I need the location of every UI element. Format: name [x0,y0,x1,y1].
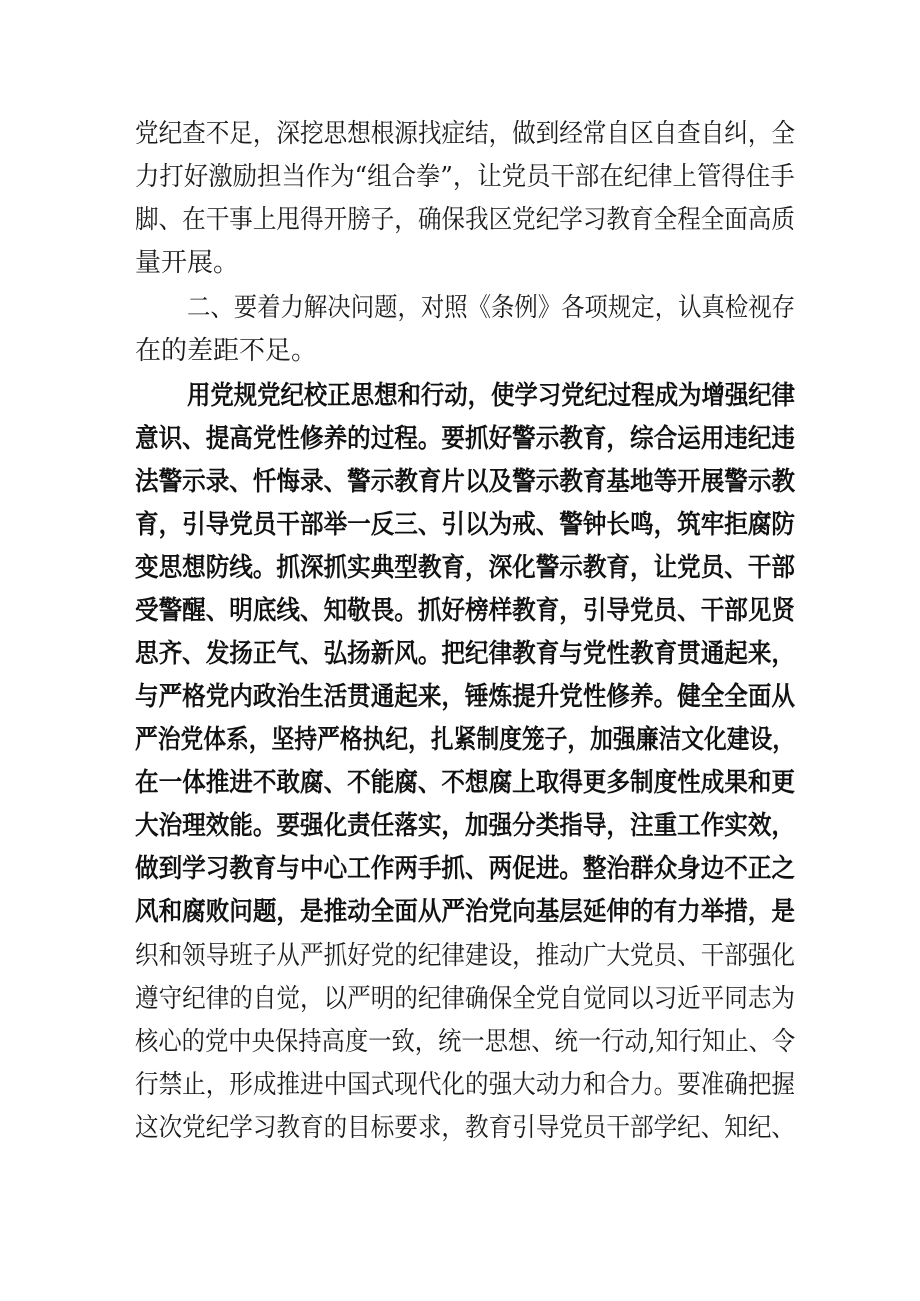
text-line: 在的差距不足。 [135,336,318,366]
text-line: 意识、提高党性修养的过程。要抓好警示教育，综合运用违纪违 [135,424,796,454]
text-line: 与严格党内政治生活贯通起来，锤炼提升党性修养。健全全面从 [135,682,796,712]
text-line: 脚、在干事上甩得开膀子，确保我区党纪学习教育全程全面高质 [135,205,796,235]
text-line: 这次党纪学习教育的目标要求，教育引导党员干部学纪、知纪、 [135,1113,796,1143]
text-line: 用党规党纪校正思想和行动，使学习党纪过程成为增强纪律 [187,381,796,411]
text-line: 量开展。 [135,248,240,278]
text-line: 行禁止，形成推进中国式现代化的强大动力和合力。要准确把握 [135,1070,796,1100]
text-line: 在一体推进不敢腐、不能腐、不想腐上取得更多制度性成果和更 [135,768,796,798]
text-line: 育，引导党员干部举一反三、引以为戒、警钟长鸣，筑牢拒腐防 [135,510,796,540]
text-line: 严治党体系，坚持严格执纪，扎紧制度笼子，加强廉洁文化建设， [135,725,796,755]
text-line: 风和腐败问题，是推动全面从严治党向基层延伸的有力举措，是 [135,897,796,927]
text-line: 变思想防线。抓深抓实典型教育，深化警示教育，让党员、干部 [135,553,796,583]
text-line: 大治理效能。要强化责任落实，加强分类指导，注重工作实效， [135,811,796,841]
text-line: 思齐、发扬正气、弘扬新风。把纪律教育与党性教育贯通起来， [135,639,796,669]
text-line: 党纪查不足，深挖思想根源找症结，做到经常自区自查自纠，全 [135,119,796,149]
text-line: 二、要着力解决问题，对照《条例》各项规定，认真检视存 [187,293,796,323]
text-line: 织和领导班子从严抓好党的纪律建设，推动广大党员、干部强化 [135,941,796,971]
text-line: 遵守纪律的自觉，以严明的纪律确保全党自觉同以习近平同志为 [135,984,796,1014]
text-line: 核心的党中央保持高度一致，统一思想、统一行动,知行知止、令 [135,1027,796,1057]
text-line: 法警示录、忏悔录、警示教育片以及警示教育基地等开展警示教 [135,467,796,497]
text-line: 受警醒、明底线、知敬畏。抓好榜样教育，引导党员、干部见贤 [135,596,796,626]
text-line: 力打好激励担当作为“组合拳”，让党员干部在纪律上管得住手 [135,162,795,192]
text-line: 做到学习教育与中心工作两手抓、两促进。整治群众身边不正之 [135,854,796,884]
